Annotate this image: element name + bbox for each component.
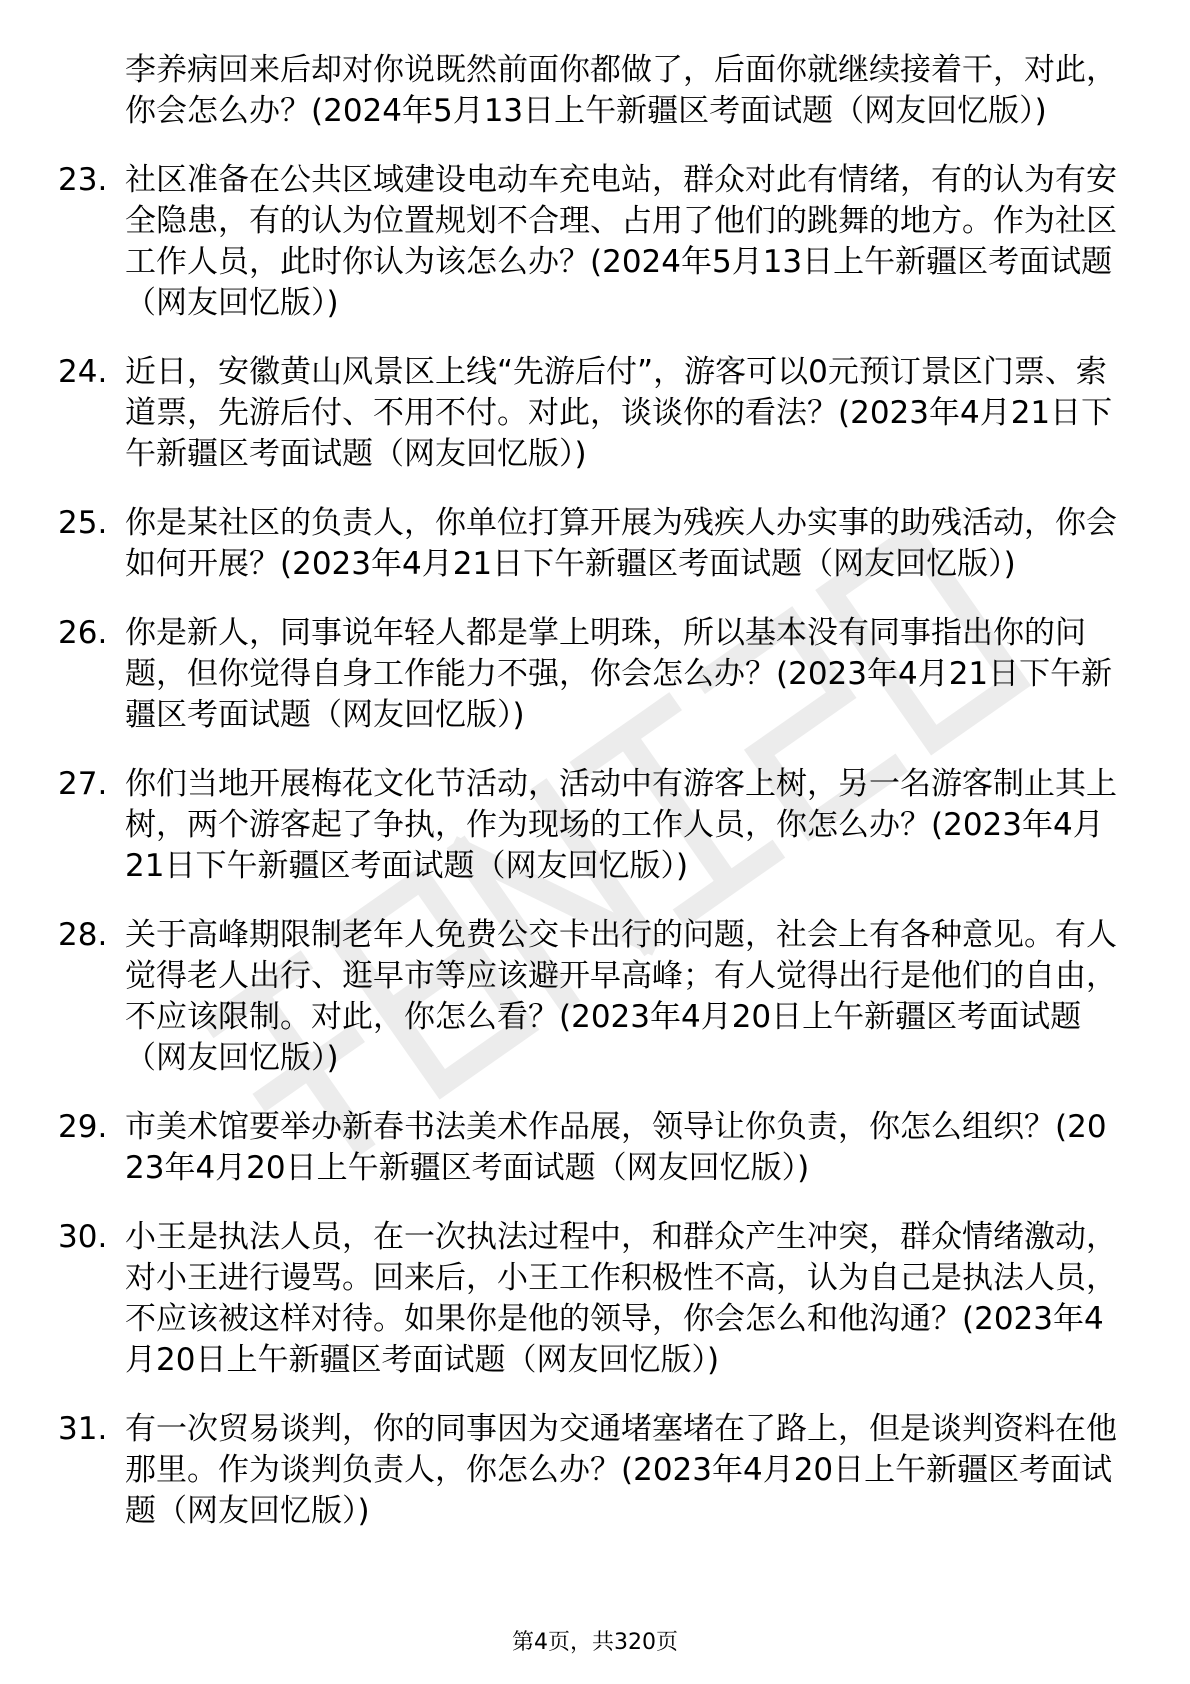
- question-number: 29.: [58, 1109, 108, 1145]
- question-number: 23.: [58, 162, 108, 198]
- list-item: [58, 1409, 1118, 1532]
- list-item: [58, 1107, 1118, 1189]
- question-text: 近日，安徽黄山风景区上线“先游后付”，游客可以0元预订景区门票、索道票，先游后付、不用不付。对此，谈谈你的看法？(2023年4月21日下午新疆区考面试题（网友回忆版）): [125, 354, 1113, 472]
- question-text: 市美术馆要举办新春书法美术作品展，领导让你负责，你怎么组织？(2023年4月20日上午新疆区考面试题（网友回忆版）): [125, 1109, 1107, 1186]
- question-text: 小王是执法人员，在一次执法过程中，和群众产生冲突，群众情绪激动，对小王进行谩骂。回来后，小王工作积极性不高，认为自己是执法人员，不应该被这样对待。如果你是他的领导，你会怎么和他沟通？(2023年4月20日上午新疆区考面试题（网友回忆版）): [125, 1219, 1117, 1378]
- question-text: 有一次贸易谈判，你的同事因为交通堵塞堵在了路上，但是谈判资料在他那里。作为谈判负责人，你怎么办？(2023年4月20日上午新疆区考面试题（网友回忆版）): [125, 1411, 1117, 1529]
- question-number: 26.: [58, 615, 108, 651]
- question-number: 25.: [58, 505, 108, 541]
- question-number: 30.: [58, 1219, 108, 1255]
- question-number: 28.: [58, 917, 108, 953]
- question-number: 24.: [58, 354, 108, 390]
- list-item: [58, 764, 1118, 887]
- list-item: [58, 50, 1118, 132]
- question-text: 李养病回来后却对你说既然前面你都做了，后面你就继续接着干，对此，你会怎么办？(2024年5月13日上午新疆区考面试题（网友回忆版）): [125, 52, 1117, 129]
- question-number: 31.: [58, 1411, 108, 1447]
- question-text: 你们当地开展梅花文化节活动，活动中有游客上树，另一名游客制止其上树，两个游客起了争执，作为现场的工作人员，你怎么办？(2023年4月21日下午新疆区考面试题（网友回忆版）): [125, 766, 1117, 884]
- list-item: [58, 160, 1118, 324]
- question-text: 你是某社区的负责人，你单位打算开展为残疾人办实事的助残活动，你会如何开展？(2023年4月21日下午新疆区考面试题（网友回忆版）): [125, 505, 1117, 582]
- list-item: [58, 503, 1118, 585]
- list-item: [58, 352, 1118, 475]
- question-text: 社区准备在公共区域建设电动车充电站，群众对此有情绪，有的认为有安全隐患，有的认为位置规划不合理、占用了他们的跳舞的地方。作为社区工作人员，此时你认为该怎么办？(2024年5月13日上午新疆区考面试题（网友回忆版）): [125, 162, 1117, 321]
- list-item: [58, 613, 1118, 736]
- question-number: 27.: [58, 766, 108, 802]
- question-list: [58, 50, 1118, 1560]
- list-item: [58, 915, 1118, 1079]
- page-number-footer: 第4页，共320页: [512, 1630, 678, 1655]
- question-text: 关于高峰期限制老年人免费公交卡出行的问题，社会上有各种意见。有人觉得老人出行、逛早市等应该避开早高峰；有人觉得出行是他们的自由，不应该限制。对此，你怎么看？(2023年4月20日上午新疆区考面试题（网友回忆版）): [125, 917, 1117, 1076]
- list-item: [58, 1217, 1118, 1381]
- question-text: 你是新人，同事说年轻人都是掌上明珠，所以基本没有同事指出你的问题，但你觉得自身工作能力不强，你会怎么办？(2023年4月21日下午新疆区考面试题（网友回忆版）): [125, 615, 1113, 733]
